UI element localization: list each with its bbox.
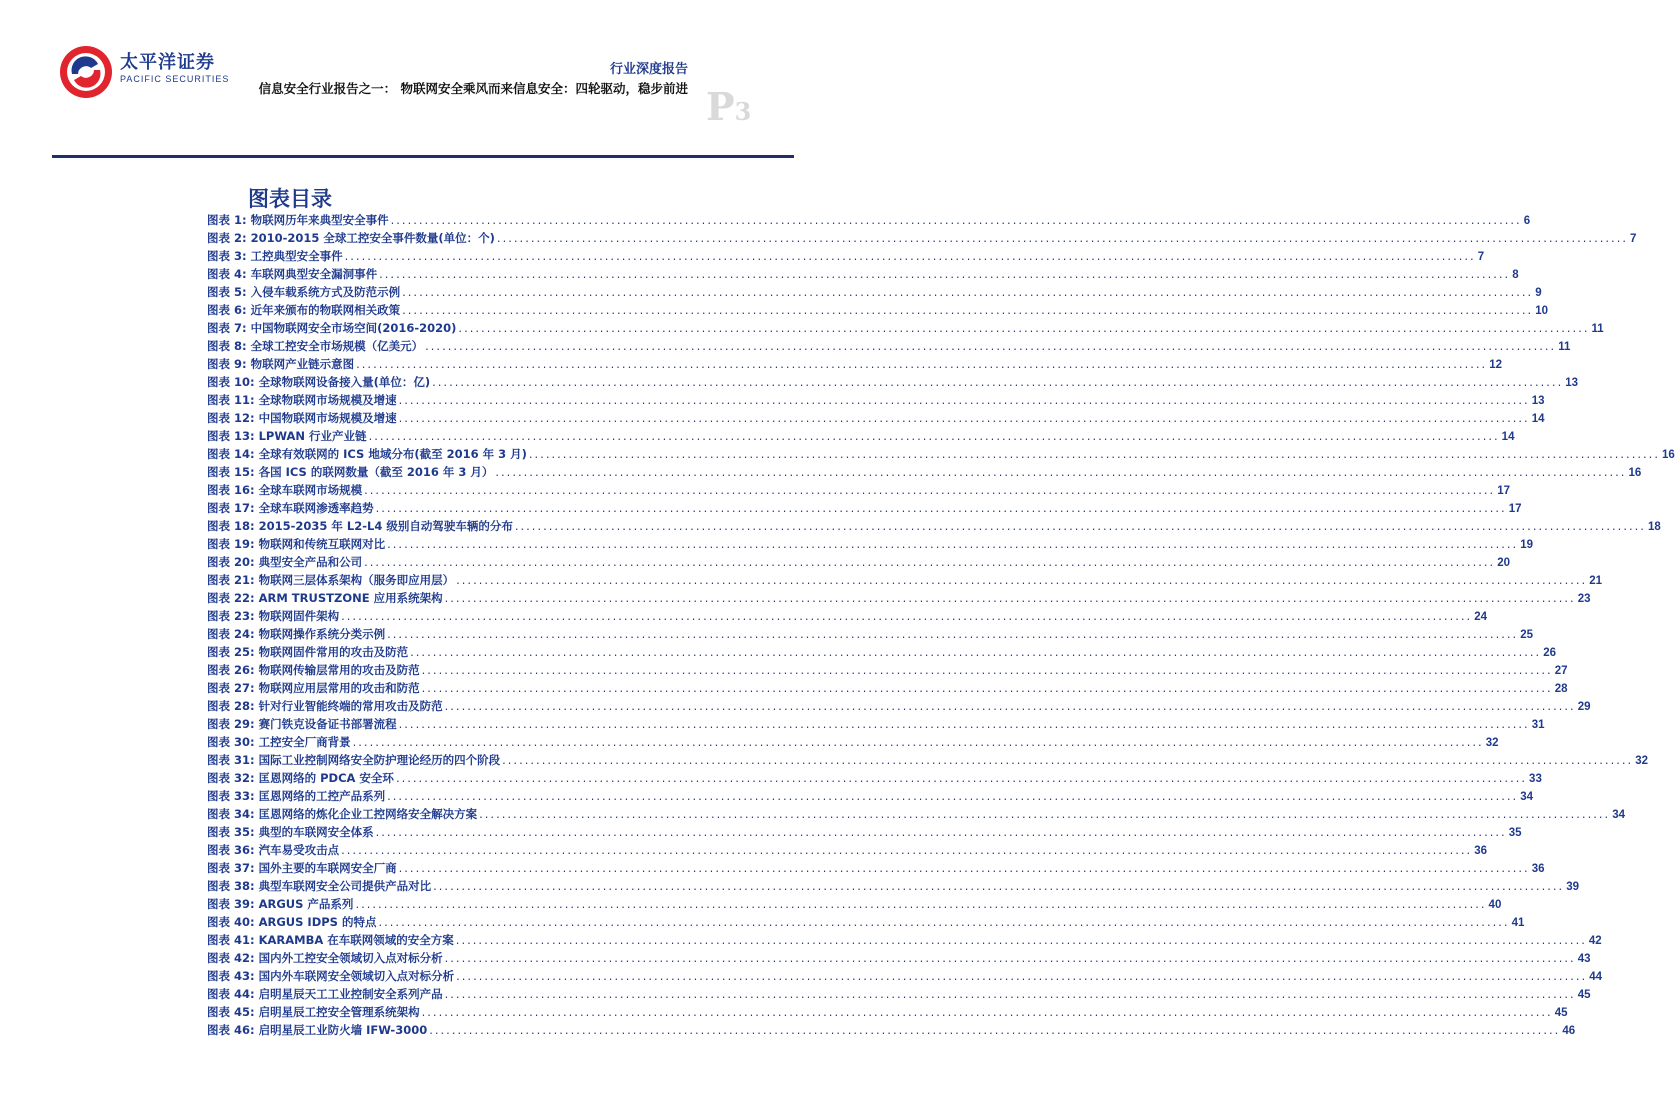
toc-leader-dots: ........................................................................................................................................................................................................ [387,789,1519,803]
toc-leader-dots: ........................................................................................................................................................................................................ [444,591,1576,605]
toc-leader-dots: ........................................................................................................................................................................................................ [444,951,1576,965]
toc-entry-title: 中国物联网市场规模及增速 [258,411,397,425]
toc-entry[interactable] [207,805,1626,823]
toc-leader-dots: ........................................................................................................................................................................................................ [375,825,1507,839]
toc-leader-dots: ........................................................................................................................................................................................................ [502,753,1634,767]
toc-entry-label: 图表 32: [207,771,255,785]
toc-entry-page: 35 [1508,827,1522,839]
toc-entry[interactable] [207,643,1557,661]
toc-entry-title: 物联网产业链示意图 [250,357,355,371]
toc-entry-label: 图表 36: [207,843,255,857]
toc-entry[interactable] [207,697,1591,715]
toc-entry-title: LPWAN 行业产业链 [258,429,367,443]
toc-entry-label: 图表 4: [207,267,247,281]
pacific-securities-emblem-icon [58,44,114,100]
toc-leader-dots: ........................................................................................................................................................................................................ [355,897,1487,911]
toc-entry[interactable] [207,841,1488,859]
toc-leader-dots: ........................................................................................................................................................................................................ [425,339,1557,353]
toc-entry-title: 中国物联网安全市场空间(2016-2020) [250,321,457,335]
toc-entry[interactable] [207,751,1649,769]
toc-entry-page: 43 [1577,953,1591,965]
toc-entry-title: 全球物联网设备接入量(单位：亿) [258,375,431,389]
toc-entry-title: 全球工控安全市场规模（亿美元） [250,339,424,353]
toc-entry-page: 19 [1520,539,1534,551]
logo-chinese-name: 太平洋证券 [120,52,215,73]
toc-entry-page: 18 [1647,521,1661,533]
toc-entry-label: 图表 39: [207,897,255,911]
toc-entry-label: 图表 43: [207,969,255,983]
toc-entry-page: 29 [1577,701,1591,713]
toc-entry-page: 20 [1497,557,1511,569]
toc-entry-label: 图表 33: [207,789,255,803]
toc-entry-label: 图表 45: [207,1005,255,1019]
toc-leader-dots: ........................................................................................................................................................................................................ [458,321,1590,335]
toc-entry[interactable] [207,967,1603,985]
toc-entry-page: 45 [1554,1007,1568,1019]
toc-entry-label: 图表 42: [207,951,255,965]
toc-leader-dots: ........................................................................................................................................................................................................ [528,447,1660,461]
toc-entry[interactable] [207,949,1591,967]
report-title: 信息安全行业报告之一： 物联网安全乘风而来信息安全：四轮驱动，稳步前进 [258,81,688,96]
toc-leader-dots: ........................................................................................................................................................................................................ [379,267,1511,281]
toc-entry-page: 42 [1588,935,1602,947]
toc-entry[interactable] [207,715,1545,733]
toc-entry-page: 10 [1535,305,1549,317]
page-number-prefix: P [706,84,735,129]
toc-entry[interactable] [207,1003,1568,1021]
toc-entry-label: 图表 3: [207,249,247,263]
toc-entry[interactable] [207,337,1571,355]
toc-entry-title: 物联网应用层常用的攻击和防范 [258,681,420,695]
toc-entry-page: 44 [1589,971,1603,983]
toc-entry[interactable] [207,247,1485,265]
table-of-figures [207,211,1675,1039]
toc-entry-page: 31 [1531,719,1545,731]
toc-entry-label: 图表 12: [207,411,255,425]
toc-entry-page: 7 [1630,233,1637,245]
toc-entry-page: 46 [1562,1025,1576,1037]
toc-entry-label: 图表 31: [207,753,255,767]
toc-entry-title: 典型安全产品和公司 [258,555,363,569]
toc-entry-title: 物联网历年来典型安全事件 [250,213,389,227]
toc-entry-title: 匡恩网络的工控产品系列 [258,789,386,803]
toc-entry-title: 典型车联网安全公司提供产品对比 [258,879,432,893]
toc-entry-label: 图表 13: [207,429,255,443]
toc-entry-label: 图表 41: [207,933,255,947]
toc-entry-page: 33 [1529,773,1542,785]
toc-entry-title: 汽车易受攻击点 [258,843,340,857]
toc-entry-label: 图表 29: [207,717,255,731]
toc-entry-title: 启明星辰工控安全管理系统架构 [258,1005,420,1019]
toc-entry-page: 16 [1661,449,1675,461]
logo-english-name: PACIFIC SECURITIES [120,74,230,84]
toc-entry-label: 图表 21: [207,573,255,587]
toc-entry-label: 图表 5: [207,285,247,299]
toc-entry-page: 45 [1577,989,1591,1001]
toc-entry[interactable] [207,355,1503,373]
toc-entry-label: 图表 44: [207,987,255,1001]
toc-entry-label: 图表 30: [207,735,255,749]
toc-entry[interactable] [207,553,1511,571]
toc-leader-dots: ........................................................................................................................................................................................................ [352,735,1484,749]
toc-entry-title: 工控安全厂商背景 [258,735,351,749]
toc-entry-page: 16 [1628,467,1642,479]
toc-entry[interactable] [207,517,1661,535]
toc-entry-title: ARM TRUSTZONE 应用系统架构 [258,591,443,605]
toc-entry[interactable] [207,499,1522,517]
toc-entry[interactable] [207,1021,1576,1039]
toc-entry[interactable] [207,373,1579,391]
toc-entry-page: 34 [1612,809,1626,821]
toc-entry[interactable] [207,229,1637,247]
toc-entry-title: 国外主要的车联网安全厂商 [258,861,397,875]
toc-entry-label: 图表 10: [207,375,255,389]
toc-leader-dots: ........................................................................................................................................................................................................ [378,915,1510,929]
toc-entry-page: 6 [1523,215,1531,227]
toc-leader-dots: ........................................................................................................................................................................................................ [375,501,1507,515]
toc-entry-page: 11 [1591,323,1604,335]
toc-leader-dots: ........................................................................................................................................................................................................ [368,429,1500,443]
toc-entry-page: 14 [1531,413,1545,425]
toc-entry-title: 国内外工控安全领域切入点对标分析 [258,951,443,965]
toc-entry-label: 图表 1: [207,213,247,227]
toc-entry-label: 图表 37: [207,861,255,875]
toc-entry-label: 图表 17: [207,501,255,515]
toc-entry-title: 匡恩网络的炼化企业工控网络安全解决方案 [258,807,478,821]
toc-leader-dots: ........................................................................................................................................................................................................ [344,249,1476,263]
toc-entry-title: KARAMBA 在车联网领域的安全方案 [258,933,454,947]
toc-entry-label: 图表 34: [207,807,255,821]
toc-entry-label: 图表 15: [207,465,255,479]
toc-entry-label: 图表 35: [207,825,255,839]
toc-entry-label: 图表 2: [207,231,247,245]
toc-entry-label: 图表 40: [207,915,255,929]
toc-entry[interactable] [207,625,1534,643]
toc-entry-page: 8 [1512,269,1519,281]
toc-entry-title: 针对行业智能终端的常用攻击及防范 [258,699,443,713]
toc-leader-dots: ........................................................................................................................................................................................................ [390,213,1522,227]
toc-entry-title: 启明星辰工业防火墙 IFW-3000 [258,1023,428,1037]
toc-entry-label: 图表 46: [207,1023,255,1037]
toc-entry[interactable] [207,931,1602,949]
toc-entry-title: ARGUS IDPS 的特点 [258,915,377,929]
toc-entry-title: 工控典型安全事件 [250,249,343,263]
page-number [706,84,751,129]
toc-entry[interactable] [207,535,1534,553]
toc-entry[interactable] [207,823,1522,841]
toc-entry-label: 图表 28: [207,699,255,713]
toc-entry-page: 40 [1488,899,1502,911]
toc-entry-title: 物联网和传统互联网对比 [258,537,386,551]
toc-entry-page: 24 [1474,611,1488,623]
toc-entry-title: 全球车联网市场规模 [258,483,363,497]
toc-entry-page: 34 [1520,791,1534,803]
toc-entry-title: 车联网典型安全漏洞事件 [250,267,378,281]
toc-leader-dots: ........................................................................................................................................................................................................ [421,681,1553,695]
toc-entry-label: 图表 20: [207,555,255,569]
toc-entry-title: 物联网固件架构 [258,609,340,623]
toc-entry[interactable] [207,409,1545,427]
toc-entry-page: 17 [1508,503,1522,515]
toc-leader-dots: ........................................................................................................................................................................................................ [496,231,1629,245]
toc-entry-title: 国际工业控制网络安全防护理论经历的四个阶段 [258,753,501,767]
toc-entry-label: 图表 23: [207,609,255,623]
toc-entry[interactable] [207,391,1545,409]
toc-leader-dots: ........................................................................................................................................................................................................ [429,1023,1561,1037]
toc-entry-page: 26 [1543,647,1557,659]
toc-entry[interactable] [207,895,1502,913]
toc-entry[interactable] [207,913,1525,931]
toc-entry-page: 32 [1485,737,1499,749]
toc-entry-title: 典型的车联网安全体系 [258,825,374,839]
toc-entry-page: 25 [1520,629,1534,641]
toc-entry-title: 物联网操作系统分类示例 [258,627,386,641]
toc-leader-dots: ........................................................................................................................................................................................................ [444,987,1576,1001]
toc-entry-page: 28 [1554,683,1568,695]
toc-leader-dots: ........................................................................................................................................................................................................ [398,717,1530,731]
toc-leader-dots: ........................................................................................................................................................................................................ [479,807,1611,821]
toc-entry-label: 图表 7: [207,321,247,335]
toc-entry-title: 物联网三层体系架构（服务即应用层） [258,573,455,587]
toc-leader-dots: ........................................................................................................................................................................................................ [421,1005,1553,1019]
toc-entry-page: 41 [1511,917,1525,929]
toc-entry-label: 图表 26: [207,663,255,677]
toc-entry-title: 国内外车联网安全领域切入点对标分析 [258,969,455,983]
toc-entry-label: 图表 18: [207,519,255,533]
toc-leader-dots: ........................................................................................................................................................................................................ [410,645,1542,659]
toc-entry-label: 图表 19: [207,537,255,551]
toc-entry-page: 21 [1589,575,1603,587]
toc-entry-page: 39 [1566,881,1580,893]
toc-entry[interactable] [207,877,1580,895]
toc-entry[interactable] [207,733,1499,751]
toc-entry-title: 物联网传输层常用的攻击及防范 [258,663,420,677]
toc-leader-dots: ........................................................................................................................................................................................................ [364,555,1496,569]
toc-entry-page: 7 [1477,251,1485,263]
toc-entry[interactable] [207,211,1531,229]
toc-entry-title: ARGUS 产品系列 [258,897,354,911]
toc-entry[interactable] [207,589,1591,607]
toc-entry-page: 13 [1565,377,1579,389]
toc-entry[interactable] [207,319,1604,337]
toc-entry-label: 图表 25: [207,645,255,659]
toc-entry-label: 图表 38: [207,879,255,893]
toc-leader-dots: ........................................................................................................................................................................................................ [402,303,1534,317]
toc-entry[interactable] [207,283,1542,301]
toc-entry[interactable] [207,607,1488,625]
toc-entry-page: 12 [1489,359,1503,371]
toc-leader-dots: ........................................................................................................................................................................................................ [395,771,1528,785]
toc-leader-dots: ........................................................................................................................................................................................................ [421,663,1553,677]
toc-entry-title: 各国 ICS 的联网数量（截至 2016 年 3 月） [258,465,494,479]
toc-entry-page: 27 [1554,665,1568,677]
toc-entry-title: 全球有效联网的 ICS 地域分布(截至 2016 年 3 月) [258,447,527,461]
toc-leader-dots: ........................................................................................................................................................................................................ [495,465,1627,479]
toc-leader-dots: ........................................................................................................................................................................................................ [433,879,1565,893]
toc-leader-dots: ........................................................................................................................................................................................................ [356,357,1488,371]
toc-entry[interactable] [207,445,1675,463]
toc-entry[interactable] [207,859,1545,877]
toc-entry-title: 近年来颁布的物联网相关政策 [250,303,401,317]
report-type-label: 行业深度报告 [609,62,688,77]
page-number-value: 3 [734,97,752,126]
toc-entry-page: 32 [1635,755,1649,767]
toc-entry[interactable] [207,769,1542,787]
toc-entry-title: 全球车联网渗透率趋势 [258,501,374,515]
toc-leader-dots: ........................................................................................................................................................................................................ [432,375,1564,389]
toc-entry-page: 23 [1577,593,1591,605]
toc-entry[interactable] [207,463,1642,481]
toc-leader-dots: ........................................................................................................................................................................................................ [514,519,1646,533]
toc-leader-dots: ........................................................................................................................................................................................................ [341,843,1473,857]
toc-leader-dots: ........................................................................................................................................................................................................ [456,969,1588,983]
toc-entry-page: 17 [1497,485,1511,497]
toc-entry-label: 图表 27: [207,681,255,695]
toc-entry-label: 图表 22: [207,591,255,605]
toc-entry[interactable] [207,661,1568,679]
toc-entry-title: 启明星辰天工工业控制安全系列产品 [258,987,443,1001]
toc-entry-page: 11 [1558,341,1571,353]
toc-entry[interactable] [207,787,1534,805]
toc-entry[interactable] [207,481,1511,499]
toc-entry-label: 图表 8: [207,339,247,353]
toc-entry-label: 图表 6: [207,303,247,317]
toc-entry-page: 9 [1535,287,1542,299]
toc-leader-dots: ........................................................................................................................................................................................................ [444,699,1576,713]
toc-entry-label: 图表 9: [207,357,247,371]
toc-entry-title: 赛门铁克设备证书部署流程 [258,717,397,731]
pacific-securities-logo [58,44,230,104]
toc-entry[interactable] [207,571,1603,589]
toc-leader-dots: ........................................................................................................................................................................................................ [398,393,1530,407]
toc-entry-label: 图表 14: [207,447,255,461]
toc-leader-dots: ........................................................................................................................................................................................................ [455,933,1587,947]
toc-leader-dots: ........................................................................................................................................................................................................ [402,285,1534,299]
toc-leader-dots: ........................................................................................................................................................................................................ [341,609,1473,623]
toc-entry-title: 匡恩网络的 PDCA 安全环 [258,771,394,785]
toc-entry-page: 36 [1474,845,1488,857]
toc-leader-dots: ........................................................................................................................................................................................................ [387,627,1519,641]
toc-entry[interactable] [207,265,1519,283]
toc-entry-label: 图表 16: [207,483,255,497]
toc-leader-dots: ........................................................................................................................................................................................................ [387,537,1519,551]
toc-entry-title: 2015-2035 年 L2-L4 级别自动驾驶车辆的分布 [258,519,513,533]
toc-entry-title: 全球物联网市场规模及增速 [258,393,397,407]
toc-entry-page: 36 [1531,863,1545,875]
toc-heading: 图表目录 [248,186,332,211]
toc-leader-dots: ........................................................................................................................................................................................................ [456,573,1588,587]
toc-entry-page: 13 [1531,395,1545,407]
toc-entry[interactable] [207,427,1515,445]
toc-entry[interactable] [207,985,1591,1003]
toc-leader-dots: ........................................................................................................................................................................................................ [364,483,1496,497]
header-divider [52,155,794,158]
toc-entry[interactable] [207,301,1549,319]
toc-entry-title: 2010-2015 全球工控安全事件数量(单位：个) [250,231,495,245]
toc-entry[interactable] [207,679,1568,697]
toc-entry-label: 图表 11: [207,393,255,407]
toc-leader-dots: ........................................................................................................................................................................................................ [398,861,1530,875]
toc-entry-label: 图表 24: [207,627,255,641]
toc-entry-page: 14 [1501,431,1515,443]
toc-entry-title: 入侵车载系统方式及防范示例 [250,285,401,299]
toc-entry-title: 物联网固件常用的攻击及防范 [258,645,409,659]
toc-leader-dots: ........................................................................................................................................................................................................ [398,411,1530,425]
